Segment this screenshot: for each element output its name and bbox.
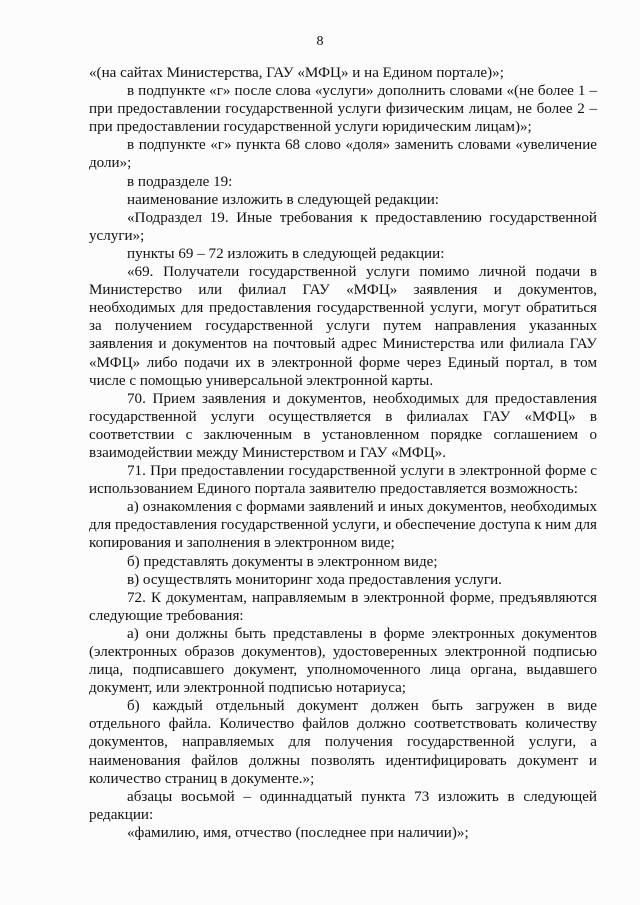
paragraph: а) они должны быть представлены в форме электронных документов (электронных образов документов), удостоверенных электронной подписью лица, подписавшего документ, уполномоченного лица органа, выдавшего документ, или электронной подписью нотариуса; [89, 625, 597, 697]
paragraph: б) каждый отдельный документ должен быть загружен в виде отдельного файла. Количество файлов должно соответствовать количеству документов, направляемых для получения государственной услуги, а наименования файлов должны позволять идентифицировать документ и количество страниц в документе.»; [89, 698, 597, 787]
document-body [89, 64, 597, 842]
paragraph: б) представлять документы в электронном виде; [127, 553, 438, 570]
paragraph: 70. Прием заявления и документов, необходимых для предоставления государственной услуги осуществляется в филиалах ГАУ «МФЦ» в соответствии с заключенным в установленном порядке соглашением о взаимодействии между Министерством и ГАУ «МФЦ». [89, 390, 597, 461]
paragraph: в подпункте «г» после слова «услуги» дополнить словами «(не более 1 – при предоставлении государственной услуги физическим лицам, не более 2 – при предоставлении государственной услуги юридическим лицам)»; [89, 83, 597, 136]
paragraph: абзацы восьмой – одиннадцатый пункта 73 изложить в следующей редакции: [89, 788, 597, 823]
paragraph: «фамилию, имя, отчество (последнее при наличии)»; [127, 824, 469, 841]
paragraph: в подразделе 19: [127, 173, 233, 190]
paragraph: а) ознакомления с формами заявлений и иных документов, необходимых для предоставления государственной услуги, и обеспечение доступа к ним для копирования и заполнения в электронном виде; [89, 499, 597, 552]
paragraph: 72. К документам, направляемым в электронной форме, предъявляются следующие требования: [89, 589, 597, 624]
paragraph: пункты 69 – 72 изложить в следующей редакции: [127, 245, 445, 262]
paragraph: «Подраздел 19. Иные требования к предоставлению государственной услуги»; [89, 209, 597, 244]
paragraph: «(на сайтах Министерства, ГАУ «МФЦ» и на Едином портале)»; [89, 65, 504, 81]
paragraph: наименование изложить в следующей редакции: [127, 191, 439, 208]
paragraph: в) осуществлять мониторинг хода предоставления услуги. [127, 571, 502, 588]
page-number: 8 [316, 34, 324, 49]
paragraph: «69. Получатели государственной услуги помимо личной подачи в Министерство или филиал ГАУ «МФЦ» заявления и документов, необходимых для предоставления государственной услуги, могут обратиться за получением государственной услуги путем направления указанных заявления и документов на почтовый адрес Министерства или филиала ГАУ «МФЦ» либо подачи их в электронной форме через Единый портал, в том числе с помощью универсальной электронной карты. [89, 264, 597, 389]
paragraph: в подпункте «г» пункта 68 слово «доля» заменить словами «увеличение доли»; [89, 137, 597, 172]
paragraph: 71. При предоставлении государственной услуги в электронной форме с использованием Единого портала заявителю предоставляется возможность: [89, 463, 597, 498]
